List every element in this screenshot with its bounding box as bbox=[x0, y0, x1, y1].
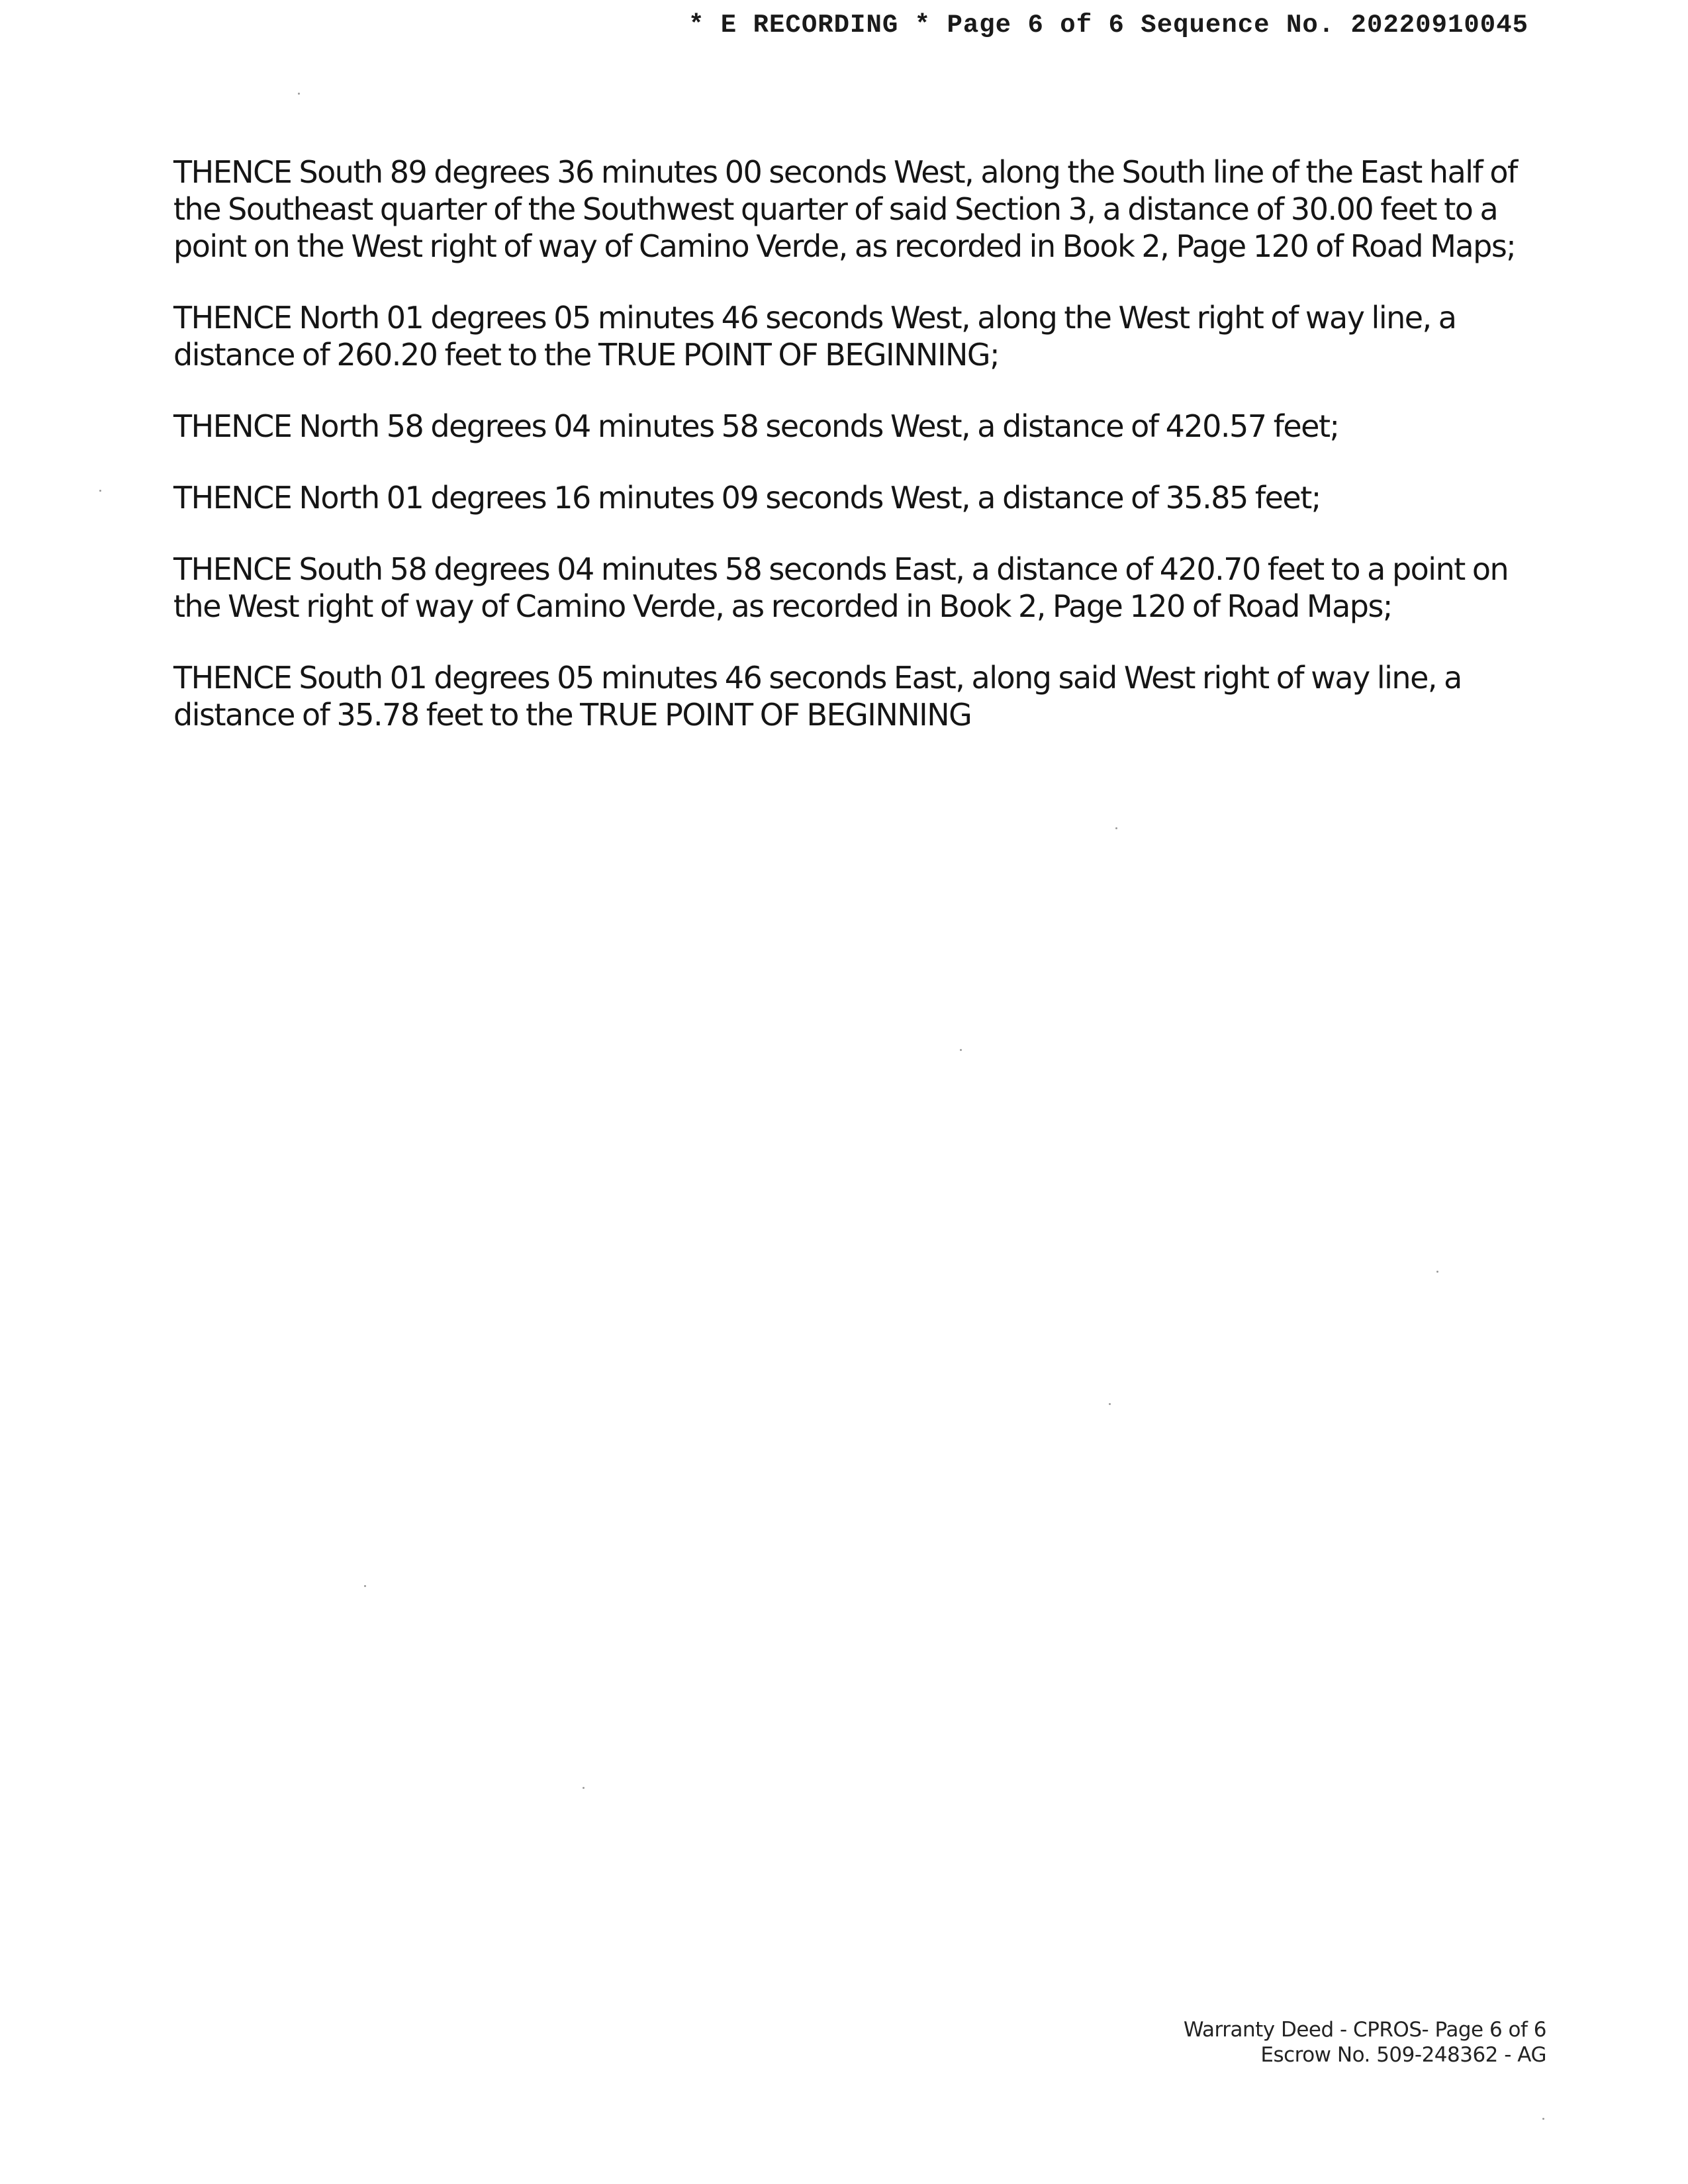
scan-speck bbox=[1109, 1403, 1111, 1405]
scan-speck bbox=[1115, 827, 1117, 829]
legal-description-paragraph: THENCE South 89 degrees 36 minutes 00 seconds West, along the South line of the East half of the Southeast quarter of the Southwest quarter of said Section 3, a distance of 30.00 feet to a point on the West right of way of Camino Verde, as recorded in Book 2, Page 120 of Road Maps; bbox=[173, 154, 1517, 264]
scan-speck bbox=[960, 1049, 962, 1051]
legal-description-paragraph: THENCE South 58 degrees 04 minutes 58 seconds East, a distance of 420.70 feet to a point on the West right of way of Camino Verde, as recorded in Book 2, Page 120 of Road Maps; bbox=[173, 551, 1509, 624]
legal-description-paragraph: THENCE North 01 degrees 05 minutes 46 seconds West, along the West right of way line, a distance of 260.20 feet to the TRUE POINT OF BEGINNING; bbox=[173, 300, 1456, 373]
legal-description bbox=[173, 154, 1544, 768]
recording-stamp: * E RECORDING * Page 6 of 6 Sequence No. 20220910045 bbox=[688, 11, 1528, 40]
scan-speck bbox=[364, 1585, 366, 1587]
scan-speck bbox=[583, 1787, 585, 1789]
document-footer bbox=[1184, 2017, 1546, 2068]
footer-escrow-number: Escrow No. 509-248362 - AG bbox=[1260, 2043, 1546, 2067]
scan-speck bbox=[1542, 2118, 1544, 2120]
legal-description-paragraph: THENCE North 01 degrees 16 minutes 09 seconds West, a distance of 35.85 feet; bbox=[173, 480, 1321, 516]
legal-description-paragraph: THENCE North 58 degrees 04 minutes 58 seconds West, a distance of 420.57 feet; bbox=[173, 408, 1339, 444]
scan-speck bbox=[298, 93, 300, 95]
legal-description-paragraph: THENCE South 01 degrees 05 minutes 46 seconds East, along said West right of way line, a distance of 35.78 feet to the TRUE POINT OF BEGINNING bbox=[173, 660, 1462, 733]
scan-speck bbox=[99, 490, 101, 492]
scan-speck bbox=[1436, 1271, 1438, 1273]
footer-document-title: Warranty Deed - CPROS- Page 6 of 6 bbox=[1183, 2018, 1546, 2042]
